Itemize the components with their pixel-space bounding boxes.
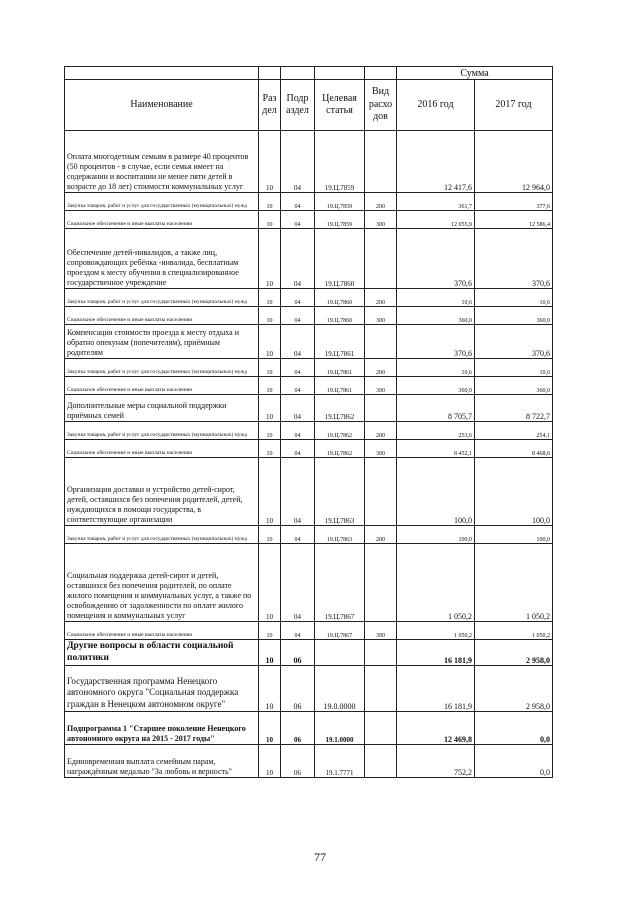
row-sum-2017: 360,0 (475, 307, 553, 325)
row-podrazdel: 04 (281, 131, 315, 193)
row-name: Закупка товаров, работ и услуг для государственных (муниципальных) нужд (65, 359, 259, 377)
row-podrazdel: 06 (281, 665, 315, 711)
table-row (65, 131, 553, 193)
row-target: 19.1.0000 (315, 711, 365, 744)
row-vid: 200 (365, 422, 397, 440)
row-sum-2017: 370,6 (475, 229, 553, 289)
row-vid: 200 (365, 526, 397, 544)
table-row (65, 744, 553, 777)
row-name: Социальное обеспечение и иные выплаты населению (65, 622, 259, 640)
row-razdel: 10 (259, 395, 281, 422)
header-blank-cell (259, 67, 281, 80)
table-row (65, 665, 553, 711)
row-target: 19.Ц.7862 (315, 395, 365, 422)
header-podrazdel: Подр аздел (281, 80, 315, 131)
row-vid (365, 711, 397, 744)
row-vid: 300 (365, 622, 397, 640)
row-razdel: 10 (259, 458, 281, 526)
row-vid (365, 229, 397, 289)
row-razdel: 10 (259, 544, 281, 622)
row-vid: 300 (365, 377, 397, 395)
header-vid: Вид расхо дов (365, 80, 397, 131)
row-sum-2017: 2 958,0 (475, 665, 553, 711)
row-vid: 200 (365, 193, 397, 211)
header-target: Целевая статья (315, 80, 365, 131)
row-sum-2016: 1 050,2 (397, 544, 475, 622)
row-target: 19.Ц.7859 (315, 193, 365, 211)
header-name: Наименование (65, 80, 259, 131)
row-razdel: 10 (259, 640, 281, 666)
row-razdel: 10 (259, 307, 281, 325)
row-sum-2017: 254,1 (475, 422, 553, 440)
header-sum: Сумма (397, 67, 553, 80)
table-row (65, 544, 553, 622)
row-name: Закупка товаров, работ и услуг для государственных (муниципальных) нужд (65, 526, 259, 544)
row-target: 19.Ц.7867 (315, 622, 365, 640)
row-podrazdel: 04 (281, 395, 315, 422)
row-podrazdel: 04 (281, 325, 315, 359)
row-podrazdel: 06 (281, 744, 315, 777)
row-vid: 200 (365, 289, 397, 307)
row-sum-2016: 361,7 (397, 193, 475, 211)
row-sum-2016: 1 050,2 (397, 622, 475, 640)
row-sum-2016: 360,0 (397, 377, 475, 395)
row-podrazdel: 04 (281, 440, 315, 458)
row-vid (365, 325, 397, 359)
row-sum-2016: 10,6 (397, 289, 475, 307)
row-sum-2016: 370,6 (397, 325, 475, 359)
row-sum-2016: 10,6 (397, 359, 475, 377)
header-blank-cell (315, 67, 365, 80)
row-sum-2016: 8 452,1 (397, 440, 475, 458)
row-podrazdel: 04 (281, 307, 315, 325)
row-podrazdel: 04 (281, 526, 315, 544)
row-sum-2017: 0,0 (475, 744, 553, 777)
row-sum-2017: 377,6 (475, 193, 553, 211)
row-sum-2017: 10,6 (475, 289, 553, 307)
table-row (65, 229, 553, 289)
row-name: Социальное обеспечение и иные выплаты населению (65, 377, 259, 395)
table-body (65, 131, 553, 778)
row-name: Компенсация стоимости проезда к месту отдыха и обратно опекунам (попечителям), приёмным родителям (65, 325, 259, 359)
row-target: 19.Ц.7860 (315, 289, 365, 307)
table-row (65, 325, 553, 359)
row-name: Государственная программа Ненецкого автономного округа "Социальная поддержка граждан в Ненецком автономном округе" (65, 665, 259, 711)
row-razdel: 10 (259, 211, 281, 229)
budget-table (64, 66, 553, 778)
row-vid (365, 458, 397, 526)
row-podrazdel: 04 (281, 229, 315, 289)
row-vid: 200 (365, 359, 397, 377)
row-vid (365, 544, 397, 622)
row-name: Закупка товаров, работ и услуг для государственных (муниципальных) нужд (65, 289, 259, 307)
row-sum-2017: 12 586,4 (475, 211, 553, 229)
row-vid (365, 665, 397, 711)
table-row (65, 711, 553, 744)
row-sum-2016: 100,0 (397, 526, 475, 544)
row-sum-2016: 100,0 (397, 458, 475, 526)
header-blank-cell (365, 67, 397, 80)
table-row (65, 526, 553, 544)
row-razdel: 10 (259, 193, 281, 211)
table-row (65, 422, 553, 440)
row-podrazdel: 06 (281, 711, 315, 744)
row-target (315, 640, 365, 666)
row-vid: 300 (365, 211, 397, 229)
table-row (65, 440, 553, 458)
row-target: 19.Ц.7862 (315, 422, 365, 440)
row-vid: 300 (365, 307, 397, 325)
table-row (65, 359, 553, 377)
row-name: Закупка товаров, работ и услуг для государственных (муниципальных) нужд (65, 422, 259, 440)
row-razdel: 10 (259, 440, 281, 458)
row-razdel: 10 (259, 289, 281, 307)
row-sum-2017: 100,0 (475, 526, 553, 544)
row-target: 19.Ц.7861 (315, 377, 365, 395)
row-target: 19.Ц.7859 (315, 131, 365, 193)
row-podrazdel: 04 (281, 458, 315, 526)
row-podrazdel: 04 (281, 622, 315, 640)
row-razdel: 10 (259, 711, 281, 744)
row-vid (365, 744, 397, 777)
row-sum-2016: 12 469,8 (397, 711, 475, 744)
row-sum-2017: 10,6 (475, 359, 553, 377)
row-sum-2016: 370,6 (397, 229, 475, 289)
row-sum-2017: 8 722,7 (475, 395, 553, 422)
header-razdel: Раз дел (259, 80, 281, 131)
row-podrazdel: 04 (281, 377, 315, 395)
row-sum-2016: 360,0 (397, 307, 475, 325)
row-name: Закупка товаров, работ и услуг для государственных (муниципальных) нужд (65, 193, 259, 211)
row-name: Другие вопросы в области социальной политики (65, 640, 259, 666)
row-name: Организация доставки и устройство детей-сирот, детей, оставшихся без попечения родителей, детей, нуждающихся в помощи государства, в соответствующие организации (65, 458, 259, 526)
row-podrazdel: 06 (281, 640, 315, 666)
row-razdel: 10 (259, 622, 281, 640)
row-razdel: 10 (259, 359, 281, 377)
row-podrazdel: 04 (281, 211, 315, 229)
row-sum-2017: 2 958,0 (475, 640, 553, 666)
row-podrazdel: 04 (281, 544, 315, 622)
row-target: 19.Ц.7860 (315, 229, 365, 289)
row-razdel: 10 (259, 744, 281, 777)
table-row (65, 211, 553, 229)
table-row (65, 289, 553, 307)
header-blank-cell (65, 67, 259, 80)
row-name: Оплата многодетным семьям в размере 40 процентов (50 процентов - в случае, если семья имеет на содержании и воспитании не менее пяти детей в возрасте до 18 лет) стоимости коммунальных услуг (65, 131, 259, 193)
header-year-2017: 2017 год (475, 80, 553, 131)
table-row (65, 193, 553, 211)
row-sum-2016: 253,6 (397, 422, 475, 440)
table-row (65, 458, 553, 526)
row-razdel: 10 (259, 377, 281, 395)
row-name: Социальная поддержка детей-сирот и детей, оставшихся без попечения родителей, по оплате жилого помещения и коммунальных услуг, а также по освобождению от задолженности по оплате жилого помещения и коммунальных услуг (65, 544, 259, 622)
row-sum-2017: 8 468,6 (475, 440, 553, 458)
table-row (65, 640, 553, 666)
header-year-2016: 2016 год (397, 80, 475, 131)
row-vid (365, 131, 397, 193)
row-sum-2017: 360,0 (475, 377, 553, 395)
row-razdel: 10 (259, 229, 281, 289)
row-target: 19.0.0000 (315, 665, 365, 711)
row-sum-2017: 1 050,2 (475, 544, 553, 622)
row-sum-2017: 12 964,0 (475, 131, 553, 193)
row-target: 19.Ц.7861 (315, 325, 365, 359)
row-sum-2017: 1 050,2 (475, 622, 553, 640)
row-podrazdel: 04 (281, 289, 315, 307)
row-target: 19.1.7771 (315, 744, 365, 777)
row-podrazdel: 04 (281, 193, 315, 211)
row-sum-2016: 16 181,9 (397, 640, 475, 666)
row-name: Социальное обеспечение и иные выплаты населению (65, 211, 259, 229)
row-target: 19.Ц.7860 (315, 307, 365, 325)
row-sum-2016: 12 417,6 (397, 131, 475, 193)
row-target: 19.Ц.7863 (315, 526, 365, 544)
table-row (65, 377, 553, 395)
row-name: Социальное обеспечение и иные выплаты населению (65, 307, 259, 325)
row-vid (365, 640, 397, 666)
row-target: 19.Ц.7862 (315, 440, 365, 458)
page-number: 77 (314, 850, 326, 864)
row-sum-2017: 100,0 (475, 458, 553, 526)
row-razdel: 10 (259, 665, 281, 711)
row-podrazdel: 04 (281, 422, 315, 440)
row-target: 19.Ц.7861 (315, 359, 365, 377)
row-sum-2016: 16 181,9 (397, 665, 475, 711)
row-razdel: 10 (259, 422, 281, 440)
row-sum-2017: 0,0 (475, 711, 553, 744)
row-razdel: 10 (259, 526, 281, 544)
row-name: Обеспечение детей-инвалидов, а также лиц, сопровождающих ребёнка -инвалида, бесплатным проездом к месту обучения в специализированное государственное учреждение (65, 229, 259, 289)
row-name: Подпрограмма 1 "Старшее поколение Ненецкого автономного округа на 2015 - 2017 годы" (65, 711, 259, 744)
row-target: 19.Ц.7863 (315, 458, 365, 526)
row-sum-2016: 8 705,7 (397, 395, 475, 422)
row-target: 19.Ц.7867 (315, 544, 365, 622)
row-razdel: 10 (259, 325, 281, 359)
row-target: 19.Ц.7859 (315, 211, 365, 229)
row-podrazdel: 04 (281, 359, 315, 377)
row-vid: 300 (365, 440, 397, 458)
row-name: Единовременная выплата семейным парам, награждённым медалью "За любовь и верность" (65, 744, 259, 777)
header-row-top (65, 67, 553, 80)
row-name: Социальное обеспечение и иные выплаты населению (65, 440, 259, 458)
header-row-main (65, 80, 553, 131)
row-sum-2017: 370,6 (475, 325, 553, 359)
row-name: Дополнительные меры социальной поддержки приёмных семей (65, 395, 259, 422)
row-sum-2016: 12 055,9 (397, 211, 475, 229)
header-blank-cell (281, 67, 315, 80)
row-sum-2016: 752,2 (397, 744, 475, 777)
table-row (65, 395, 553, 422)
row-vid (365, 395, 397, 422)
table-row (65, 307, 553, 325)
table-row (65, 622, 553, 640)
row-razdel: 10 (259, 131, 281, 193)
